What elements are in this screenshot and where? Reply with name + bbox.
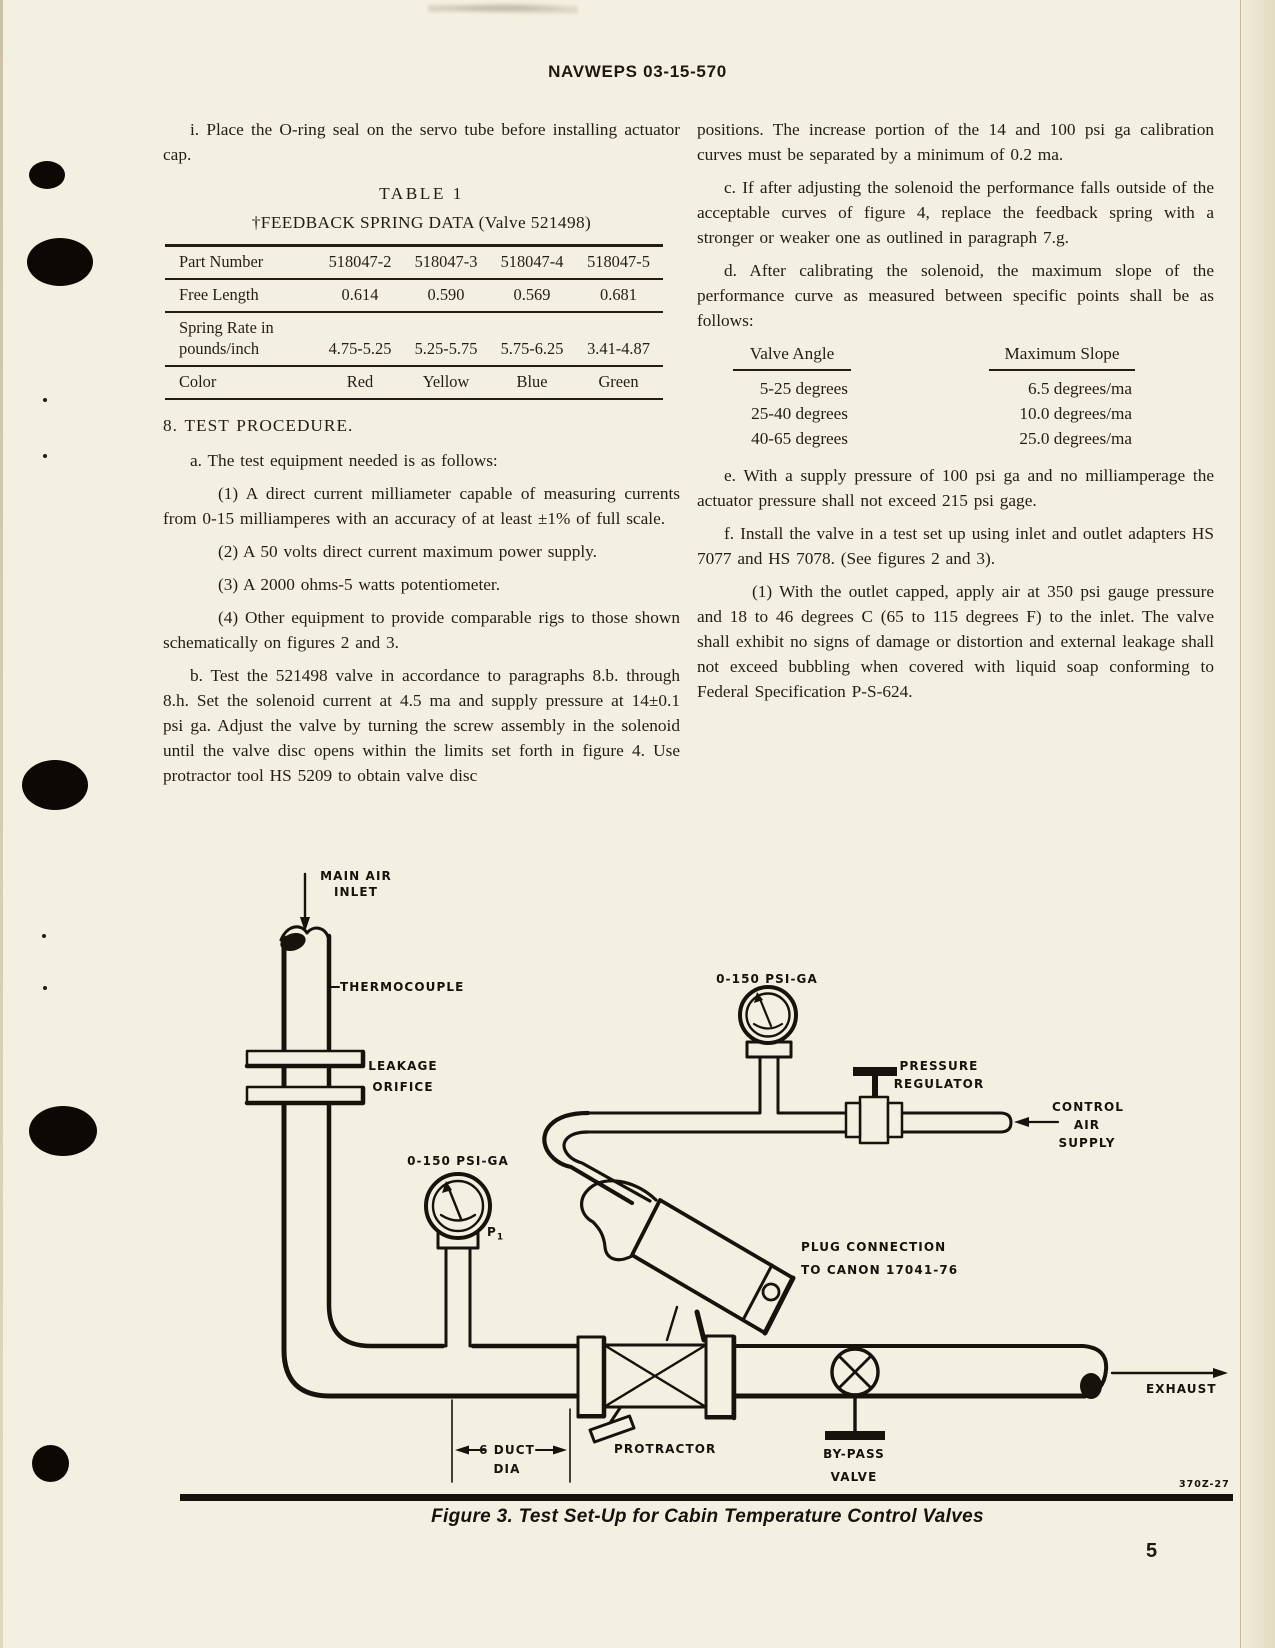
paragraph-a: a. The test equipment needed is as follows:	[190, 451, 498, 470]
binder-mark	[27, 238, 93, 286]
pressure-gauge-p1	[426, 1174, 490, 1346]
main-inlet-pipe	[278, 874, 1085, 1396]
label-gauge-top: 0-150 PSI-GA	[716, 972, 818, 986]
table-row: Part Number 518047-2 518047-3 518047-4 518047-5	[165, 247, 663, 280]
figure-reference-code: 370Z-27	[1179, 1479, 1230, 1490]
label-plug-connection-2: TO CANON 17041-76	[801, 1263, 959, 1277]
feedback-spring-table	[165, 244, 663, 400]
label-main-air-inlet: MAIN AIR INLET	[320, 869, 392, 899]
paragraph-a2: (2) A 50 volts direct current maximum power supply.	[218, 542, 597, 561]
paragraph-continued: positions. The increase portion of the 14 and 100 psi ga calibration curves must be separated by a minimum of 0.2 ma.	[697, 120, 1214, 164]
valve-angle-slope-table: Valve Angle 5-25 degrees 25-40 degrees 40-65 degrees Maximum Slope 6.5 degrees/ma 10.0 degrees/ma 25.0 degrees/ma	[733, 341, 1214, 451]
binder-mark	[29, 161, 65, 189]
table-row: Spring Rate in pounds/inch 4.75-5.25 5.25-5.75 5.75-6.25 3.41-4.87	[165, 313, 663, 367]
paragraph-i: i. Place the O-ring seal on the servo tube before installing actuator cap.	[163, 120, 680, 164]
section-heading-8: 8. TEST PROCEDURE.	[163, 416, 354, 435]
table-row: Color Red Yellow Blue Green	[165, 367, 663, 400]
binder-mark	[32, 1445, 69, 1482]
paragraph-b: b. Test the 521498 valve in accordance to paragraphs 8.b. through 8.h. Set the solenoid current at 4.5 ma and supply pressure at 14±0.1 psi ga. Adjust the valve by turning the screw assembly in the solenoid until the valve disc opens within the limits set forth in figure 4. Use protractor tool HS 5209 to obtain valve disc	[163, 666, 680, 785]
right-column	[697, 117, 1214, 712]
ink-speck	[42, 934, 46, 938]
label-plug-connection-1: PLUG CONNECTION	[801, 1240, 947, 1254]
ink-speck	[43, 398, 47, 402]
ink-speck	[43, 454, 47, 458]
label-pressure-regulator: PRESSURE REGULATOR	[893, 1059, 985, 1091]
paragraph-f1: (1) With the outlet capped, apply air at 350 psi gauge pressure and 18 to 46 degrees C (65 to 115 degrees F) to the inlet. The valve shall exhibit no signs of damage or distortion and external leakage shall not exceed bubbling when covered with liquid soap conforming to Federal Specification P-S-624.	[697, 582, 1214, 701]
binder-mark	[22, 760, 88, 810]
table1-title: TABLE 1	[379, 184, 464, 203]
table-row: Free Length 0.614 0.590 0.569 0.681	[165, 280, 663, 313]
exhaust-arrow	[1112, 1368, 1228, 1378]
actuator-assembly	[582, 1181, 793, 1340]
label-protractor: PROTRACTOR	[614, 1442, 717, 1456]
label-bypass-valve: BY-PASS VALVE	[823, 1447, 885, 1484]
label-p1: $P_1$	[487, 1225, 504, 1243]
paragraph-e: e. With a supply pressure of 100 psi ga and no milliamperage the actuator pressure shall not exceed 215 psi gage.	[697, 466, 1214, 510]
label-thermocouple: THERMOCOUPLE	[340, 980, 465, 994]
pressure-gauge-top	[740, 987, 796, 1113]
print-smudge	[428, 2, 578, 15]
document-number-header: NAVWEPS 03-15-570	[548, 62, 727, 81]
leakage-orifice-plates	[247, 1051, 363, 1103]
paragraph-a1: (1) A direct current milliameter capable of measuring currents from 0-15 milliamperes with an accuracy of at least ±1% of full scale.	[163, 484, 680, 528]
slope-col2-header: Maximum Slope	[989, 341, 1135, 371]
test-setup-diagram	[180, 860, 1235, 1488]
binder-mark	[29, 1106, 97, 1156]
exhaust-duct-end	[732, 1346, 1106, 1399]
left-column	[163, 117, 680, 796]
paragraph-f: f. Install the valve in a test set up using inlet and outlet adapters HS 7077 and HS 7078. (See figures 2 and 3).	[697, 524, 1214, 568]
page-number: 5	[1146, 1540, 1158, 1562]
paragraph-a4: (4) Other equipment to provide comparable rigs to those shown schematically on figures 2 and 3.	[163, 608, 680, 652]
slope-col1-header: Valve Angle	[733, 341, 851, 371]
page-right-edge	[1240, 0, 1275, 1648]
control-air-line	[544, 1113, 1058, 1203]
test-valve	[578, 1336, 734, 1418]
ink-speck	[43, 986, 47, 990]
paragraph-d: d. After calibrating the solenoid, the maximum slope of the performance curve as measured between specific points shall be as follows:	[697, 261, 1214, 330]
label-leakage-orifice: LEAKAGE ORIFICE	[368, 1059, 438, 1094]
label-duct-dia: 6 DUCT DIA	[479, 1443, 535, 1476]
label-exhaust: EXHAUST	[1146, 1382, 1217, 1396]
table1-subtitle: †FEEDBACK SPRING DATA (Valve 521498)	[251, 213, 592, 232]
page-left-edge	[0, 0, 3, 1648]
figure-bottom-rule	[180, 1494, 1233, 1501]
label-control-air-supply: CONTROL AIR SUPPLY	[1052, 1100, 1125, 1150]
figure-caption: Figure 3. Test Set-Up for Cabin Temperature Control Valves	[431, 1506, 984, 1527]
paragraph-a3: (3) A 2000 ohms-5 watts potentiometer.	[218, 575, 501, 594]
paragraph-c: c. If after adjusting the solenoid the performance falls outside of the acceptable curves of figure 4, replace the feedback spring with a stronger or weaker one as outlined in paragraph 7.g.	[697, 178, 1214, 247]
label-gauge-p1: 0-150 PSI-GA	[407, 1154, 509, 1168]
